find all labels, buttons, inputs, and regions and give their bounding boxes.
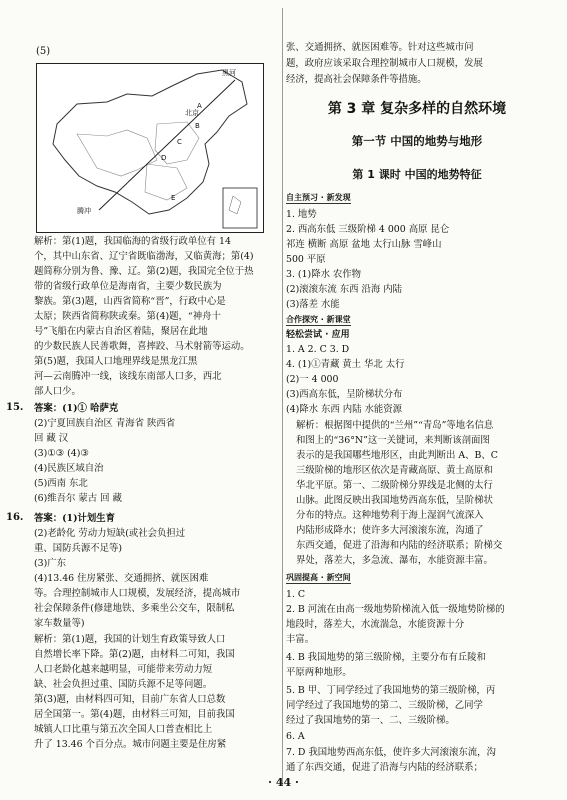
map-label-b: B: [195, 122, 200, 130]
text-line: 题，政府应该采取合理控制城市人口规模，发展: [286, 58, 483, 69]
analysis-line: 分布的特点。这种地势利于海上湿润气流深入: [296, 510, 484, 521]
map-caption: (5): [36, 46, 51, 57]
analysis-line: 解析：根据图中提供的“兰州”“青岛”等地名信息: [296, 420, 494, 431]
answer-line: 4. (1)①青藏 黄土 华北 太行: [286, 359, 405, 370]
analysis-line: 自然增长率下降。第(2)题，由材料二可知，我国: [34, 649, 235, 660]
analysis-line: 解析：第(1)题，我国临海的省级行政单位有 14: [34, 236, 231, 247]
answer-line: 丰富。: [286, 634, 315, 645]
answer-line: (4)降水 东西 内陆 水能资源: [286, 404, 402, 415]
answer-line: (4)13.46 住房紧张、交通拥挤、就医困难: [34, 573, 209, 584]
answer-line: 5. B 甲、丁同学经过了我国地势的第三级阶梯，丙: [286, 685, 496, 696]
page-number: · 44 ·: [268, 776, 299, 789]
analysis-line: 河—云南腾冲一线，该线东南部人口多，西北: [34, 371, 222, 382]
map-label-c: C: [177, 138, 182, 146]
map-label-tengchong: 腾冲: [77, 207, 91, 215]
answer-line: (6)维吾尔 蒙古 回 藏: [34, 493, 122, 504]
answer-line: 通了东西交通，促进了沿海与内陆的经济联系；: [286, 762, 483, 773]
column-divider: [282, 8, 283, 786]
chapter-title: 第 3 章 复杂多样的自然环境: [327, 101, 507, 117]
answer-line: (3)①③ (4)③: [34, 448, 89, 459]
answer-line: (2)滚滚东流 东西 沿海 内陆: [286, 284, 402, 295]
analysis-line: 解析：第(1)题，我国的计划生育政策导致人口: [34, 634, 226, 645]
answer-line: (2)宁夏回族自治区 青海省 陕西省: [34, 418, 176, 429]
answer-line: 7. D 我国地势西高东低，使许多大河滚滚东流，沟: [286, 747, 496, 758]
answer-line: 经过了我国地势的第一、二、三级阶梯。: [286, 715, 455, 726]
answer-line: (2)一 4 000: [286, 374, 339, 385]
answer-line: 同学经过了我国地势的第二、三级阶梯，乙同学: [286, 700, 483, 711]
map-label-heihe: 黑河: [222, 69, 236, 77]
analysis-line: 东西交通，促进了沿海和内陆的经济联系；阶梯交: [296, 540, 503, 551]
analysis-line: 号”飞船在内蒙古自治区着陆，聚居在此地: [34, 326, 208, 337]
section-title: 第一节 中国的地势与地形: [351, 134, 483, 148]
analysis-line: 升了 13.46 个百分点。城市问题主要是住房紧: [34, 739, 227, 750]
analysis-line: 第(5)题，我国人口地理界线是黑龙江黑: [34, 356, 198, 367]
analysis-line: 部人口少。: [34, 386, 81, 397]
answer-line: 6. A: [286, 731, 305, 742]
china-map: [36, 63, 264, 233]
analysis-line: 表示的是我国哪些地形区，由此判断出 A、B、C: [296, 450, 498, 461]
text-line: 张、交通拥挤、就医困难等。针对这些城市问: [286, 42, 474, 53]
analysis-line: 和图上的“36°N”这一关键词，来判断该剖面图: [296, 435, 490, 446]
analysis-line: 题简称分别为鲁、豫、辽。第(2)题，我国完全位于热: [34, 266, 254, 277]
analysis-line: 缺、社会负担过重、国防兵源不足等问题。: [34, 679, 213, 690]
answer-line: 地段时，落差大，水流湍急，水能资源十分: [286, 619, 465, 630]
analysis-line: 界处，落差大，多急流、瀑布，水能资源丰富。: [296, 555, 493, 566]
answer-line: 平原两种地形。: [286, 667, 352, 678]
section-tag-consolidate: 巩固提高 · 新空间: [286, 573, 351, 582]
analysis-line: 太原；陕西省简称陕或秦。第(4)题，“神舟十: [34, 311, 221, 322]
map-label-a: A: [197, 102, 202, 110]
analysis-line: 城镇人口比重与第五次全国人口普查相比上: [34, 724, 213, 735]
section-tag-easy-try: 轻松尝试 · 应用: [286, 330, 350, 340]
lesson-title: 第 1 课时 中国的地势特征: [352, 168, 482, 181]
answer-line: (3)落差 水能: [286, 299, 340, 310]
answer-line: 4. B 我国地势的第三级阶梯，主要分布有丘陵和: [286, 652, 486, 663]
china-map-drawing: [37, 64, 263, 232]
answer-line: 等。合理控制城市人口规模，发展经济，提高城市: [34, 588, 241, 599]
answer-line: 家车数量等): [34, 618, 85, 629]
analysis-line: 内陆形成降水；使许多大河滚滚东流，沟通了: [296, 525, 484, 536]
analysis-line: 的少数民族人民善歌舞，喜摔跤、马术射箭等运动。: [34, 341, 250, 352]
answer-line: 1. 地势: [286, 209, 317, 220]
answer-line: 1. C: [286, 589, 306, 600]
answer-line: 重、国防兵源不足等): [34, 543, 123, 554]
map-label-e: E: [171, 194, 176, 202]
answer-line: 答案：(1)计划生育: [34, 513, 116, 524]
answer-line: (3)西高东低，呈阶梯状分布: [286, 389, 403, 400]
analysis-line: 黎族。第(3)题，山西省简称“晋”，行政中心是: [34, 296, 226, 307]
answer-line: 2. 西高东低 三级阶梯 4 000 高原 昆仑: [286, 224, 450, 235]
analysis-line: 带的省级行政单位是海南省，主要少数民族为: [34, 281, 222, 292]
answer-line: (2)老龄化 劳动力短缺(或社会负担过: [34, 528, 186, 539]
text-line: 经济，提高社会保障条件等措施。: [286, 74, 427, 85]
answer-line: (3)广东: [34, 558, 67, 569]
answer-line: (4)民族区域自治: [34, 463, 104, 474]
answer-line: 500 平原: [286, 254, 326, 265]
answer-line: 答案：(1)① 哈萨克: [34, 403, 119, 414]
answer-line: 回 藏 汉: [34, 433, 69, 444]
question-number: 15.: [6, 402, 24, 413]
answer-line: 1. A 2. C 3. D: [286, 344, 350, 355]
question-number: 16.: [6, 512, 24, 523]
map-label-beijing: 北京: [185, 109, 199, 117]
analysis-line: 三级阶梯的地形区依次是青藏高原、黄土高原和: [296, 465, 493, 476]
section-tag-cooperation: 合作探究 · 新课堂: [286, 315, 351, 324]
analysis-line: 人口老龄化越来越明显，可能带来劳动力短: [34, 664, 213, 675]
map-label-d: D: [161, 154, 167, 162]
analysis-line: 华北平原。第一、二级阶梯分界线是北侧的太行: [296, 480, 493, 491]
answer-line: 3. (1)降水 农作物: [286, 269, 362, 280]
analysis-line: 第(3)题，由材料四可知，目前广东省人口总数: [34, 694, 226, 705]
section-tag-self-study: 自主预习 · 新发现: [286, 193, 351, 202]
analysis-line: 山脉。此图反映出我国地势西高东低，呈阶梯状: [296, 495, 493, 506]
analysis-line: 个，其中山东省、辽宁省既临渤海，又临黄海；第(4): [34, 251, 254, 262]
answer-line: 祁连 横断 高原 盆地 太行山脉 雪峰山: [286, 239, 442, 250]
answer-line: 社会保障条件(修建地铁、多乘坐公交车，限制私: [34, 603, 235, 614]
answer-line: 2. B 河流在由高一级地势阶梯流入低一级地势阶梯的: [286, 604, 505, 615]
analysis-line: 居全国第一。第(4)题，由材料三可知，目前我国: [34, 709, 235, 720]
answer-line: (5)西南 东北: [34, 478, 88, 489]
